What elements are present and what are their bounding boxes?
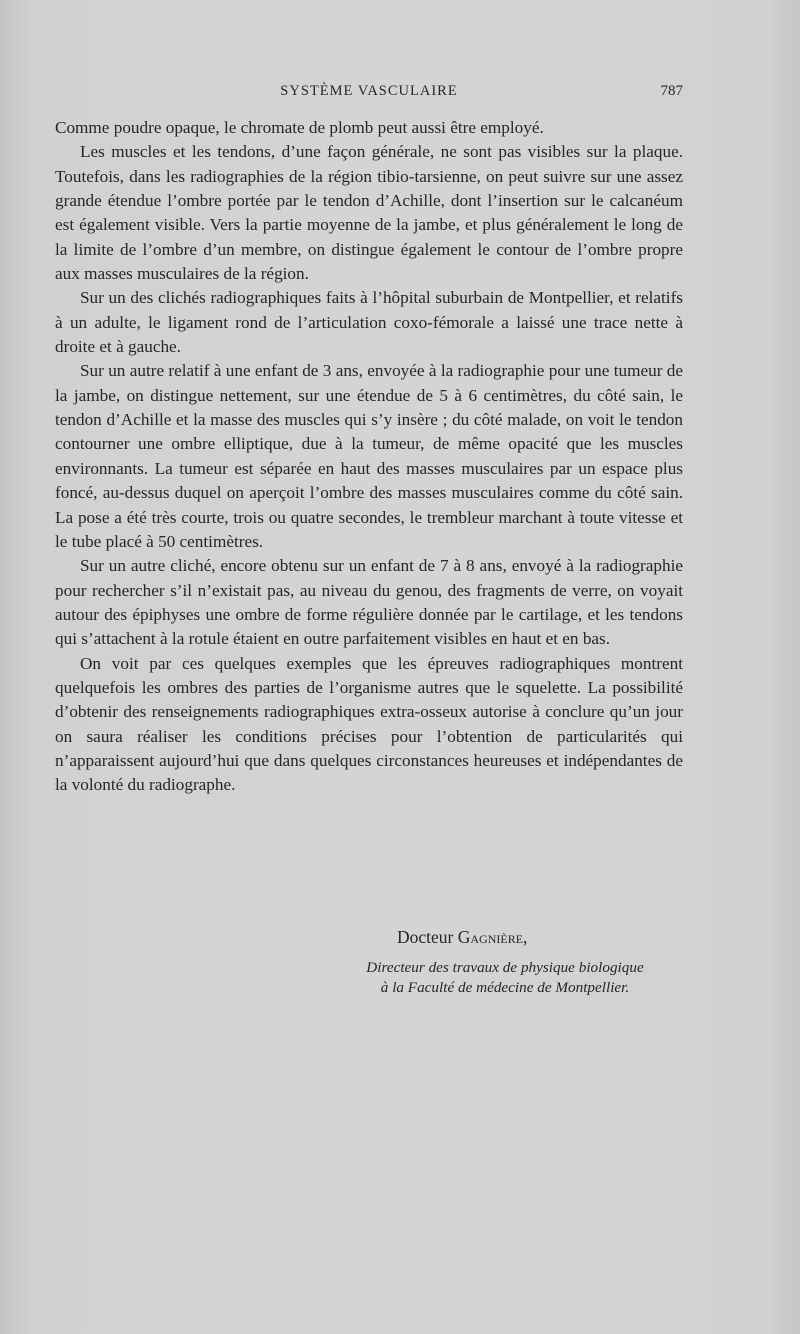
body-text	[55, 116, 683, 798]
page-number: 787	[660, 83, 683, 99]
affiliation-line-2: à la Faculté de médecine de Montpellier.	[380, 979, 630, 996]
paragraph-3: Sur un des clichés radiographiques faits à l’hôpital suburbain de Montpellier, et relatifs à un adulte, le ligament rond de l’articulation coxo-fémorale a laissé une trace nette à droite et à gauche.	[55, 288, 683, 357]
running-head	[55, 83, 683, 105]
author-name: Gagnière,	[457, 927, 528, 947]
paragraph-6: On voit par ces quelques exemples que les épreuves radiographiques montrent quelquefois les ombres des parties de l’organisme autres que le squelette. La possibilité d’obtenir des renseignements radiographiques extra-osseux autorise à conclure qu’un jour on saura réaliser les conditions précises pour l’obtention de particularités qui n’apparaissent aujourd’hui que dans quelques circonstances heureuses et indépendantes de la volonté du radiographe.	[55, 653, 683, 795]
affiliation-line-1: Directeur des travaux de physique biologique	[366, 959, 644, 976]
signature-prefix: Docteur	[397, 927, 454, 947]
paragraph-1: Comme poudre opaque, le chromate de plomb peut aussi être employé.	[55, 118, 544, 137]
author-affiliation	[320, 958, 690, 998]
author-signature	[397, 927, 527, 948]
paragraph-2: Les muscles et les tendons, d’une façon générale, ne sont pas visibles sur la plaque. Toutefois, dans les radiographies de la région tibio-tarsienne, on peut suivre sur une assez grande étendue l’ombre portée par le tendon d’Achille, dont l’insertion sur le calcanéum est également visible. Vers la partie moyenne de la jambe, et plus généralement le long de la limite de l’ombre d’un membre, on distingue également le contour de l’ombre propre aux masses musculaires de la région.	[55, 142, 683, 284]
running-title: SYSTÈME VASCULAIRE	[280, 83, 458, 99]
paragraph-4: Sur un autre relatif à une enfant de 3 ans, envoyée à la radiographie pour une tumeur de la jambe, on distingue nettement, sur une étendue de 5 à 6 centimètres, du côté sain, le tendon d’Achille et la masse des muscles qui s’y insère ; du côté malade, on voit le tendon contourner une ombre elliptique, due à la tumeur, de même opacité que les muscles environnants. La tumeur est séparée en haut des masses musculaires par un espace plus foncé, au-dessus duquel on aperçoit l’ombre des masses musculaires comme du côté sain. La pose a été très courte, trois ou quatre secondes, le trembleur marchant à toute vitesse et le tube placé à 50 centimètres.	[55, 361, 683, 551]
paragraph-5: Sur un autre cliché, encore obtenu sur un enfant de 7 à 8 ans, envoyé à la radiographie pour rechercher s’il n’existait pas, au niveau du genou, des fragments de verre, on voyait autour des épiphyses une ombre de forme régulière donnée par le cartilage, et les tendons qui s’attachent à la rotule étaient en outre parfaitement visibles en haut et en bas.	[55, 556, 683, 649]
